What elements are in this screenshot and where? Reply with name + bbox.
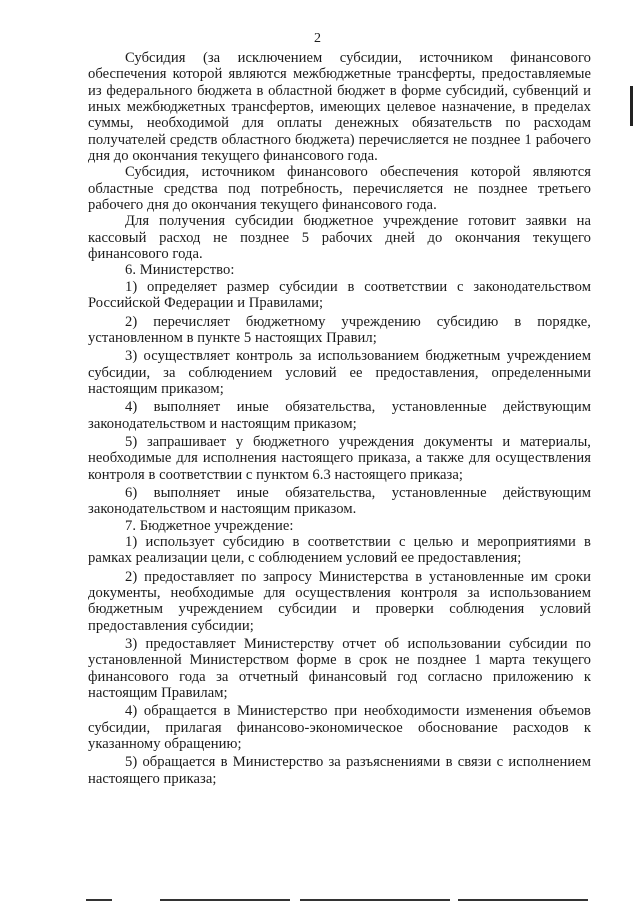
document-body (88, 50, 591, 787)
section-6-item-3: 3) осуществляет контроль за использованием бюджетным учреждением субсидии, за соблюдением условий ее предоставления, определенными настоящим приказом; (88, 348, 591, 397)
section-6-item-5: 5) запрашивает у бюджетного учреждения документы и материалы, необходимые для исполнения настоящего приказа, а также для осуществления контроля в соответствии с пунктом 6.3 настоящего приказа; (88, 433, 591, 483)
paragraph-subsidy-federal: Субсидия (за исключением субсидии, источником финансового обеспечения которой являются межбюджетные трансферты, предоставляемые из федерального бюджета в областной бюджет в форме субсидий, субвенций и иных межбюджетных трансфертов, имеющих целевое назначение, в пределах суммы, необходимой для оплаты денежных обязательств по расходам получателей средств областного бюджета) перечисляется не позднее 1 рабочего дня до окончания текущего финансового года. (88, 50, 591, 165)
section-7-item-1: 1) использует субсидию в соответствии с целью и мероприятиями в рамках реализации цели, с соблюдением условий ее предоставления; (88, 533, 591, 567)
footer-mark (458, 899, 588, 901)
section-7-item-4: 4) обращается в Министерство при необходимости изменения объемов субсидии, прилагая финансово-экономическое обоснование расходов к указанному обращению; (88, 703, 591, 753)
section-6-heading: 6. Министерство: (125, 262, 235, 279)
section-7-heading: 7. Бюджетное учреждение: (125, 517, 294, 534)
section-6-item-6: 6) выполняет иные обязательства, установленные действующим законодательством и настоящим приказом. (88, 484, 591, 518)
paragraph-subsidy-regional: Субсидия, источником финансового обеспечения которой являются областные средства под потребность, перечисляется не позднее третьего рабочего дня до окончания текущего финансового года. (88, 164, 591, 214)
section-7-item-2: 2) предоставляет по запросу Министерства в установленные им сроки документы, необходимые для осуществления контроля за использованием бюджетным учреждением субсидии и проверки соблюдения условий предоставления субсидии; (88, 568, 591, 634)
section-7-item-3: 3) предоставляет Министерству отчет об использовании субсидии по установленной Министерством форме в срок не позднее 1 марта текущего финансового года за отчетный финансовый год согласно приложению к настоящим Правилам; (88, 636, 591, 702)
section-6-item-2: 2) перечисляет бюджетному учреждению субсидию в порядке, установленном в пункте 5 настоящих Правил; (88, 313, 591, 346)
footer-mark (160, 899, 290, 901)
paragraph-subsidy-request: Для получения субсидии бюджетное учреждение готовит заявки на кассовый расход не позднее 5 рабочих дней до окончания текущего финансового года. (88, 213, 591, 263)
footer-mark (86, 899, 112, 901)
margin-mark (630, 86, 633, 126)
footer-mark (300, 899, 450, 901)
page-number: 2 (314, 31, 321, 46)
section-6-item-4: 4) выполняет иные обязательства, установленные действующим законодательством и настоящим приказом; (88, 399, 591, 432)
section-6-item-1: 1) определяет размер субсидии в соответствии с законодательством Российской Федерации и Правилами; (88, 278, 591, 312)
section-7-item-5: 5) обращается в Министерство за разъяснениями в связи с исполнением настоящего приказа; (88, 754, 591, 787)
